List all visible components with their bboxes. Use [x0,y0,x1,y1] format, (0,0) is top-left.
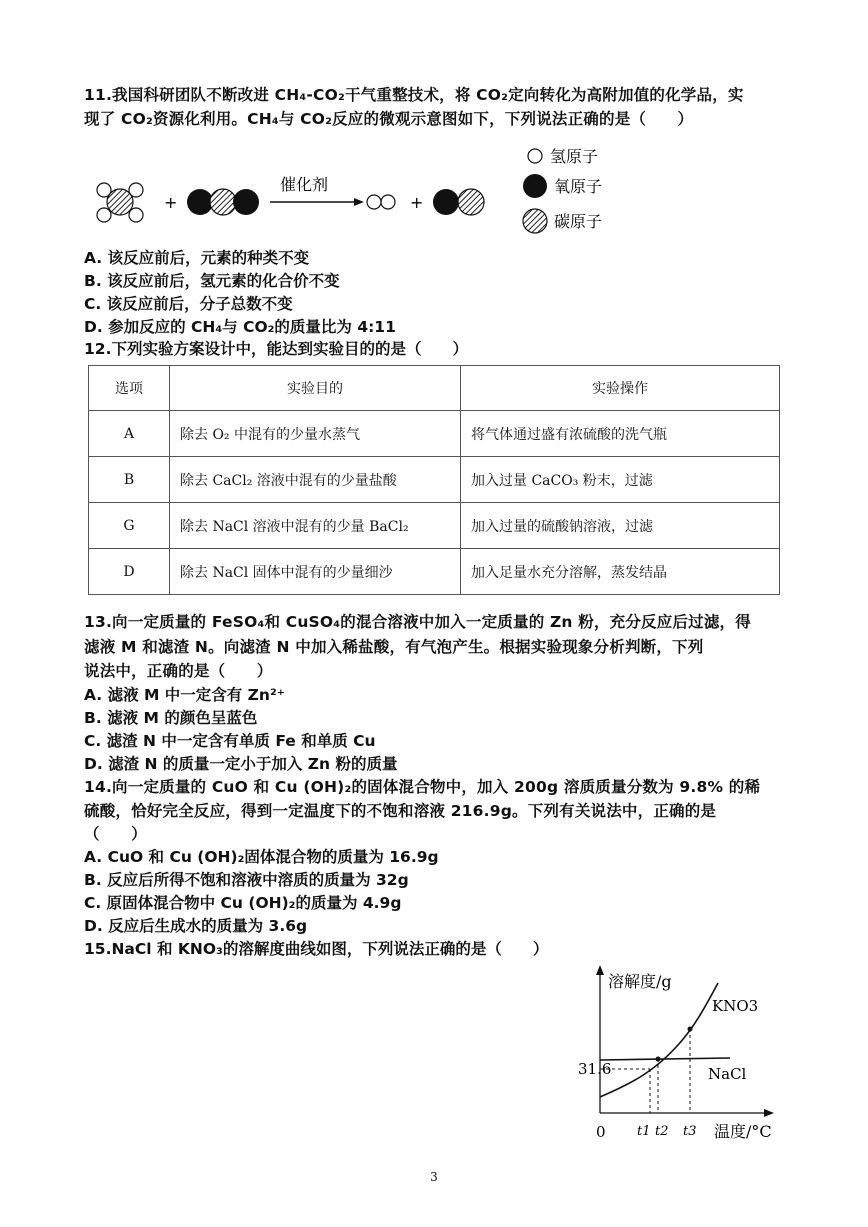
table-cell: 将气体通过盛有浓硫酸的洗气瓶 [461,411,780,457]
table-row [89,549,780,595]
table-cell: D [89,549,170,595]
plus-sign-2: + [410,193,424,212]
q12-stem: 12.下列实验方案设计中，能达到实验目的的是（ ） [84,340,468,358]
reaction-diagram [92,140,632,240]
legend [523,147,602,233]
q13-option-a: A. 滤液 M 中一定含有 Zn²⁺ [84,686,285,704]
origin-label: 0 [596,1123,606,1141]
experiment-table [88,365,780,595]
reaction-svg [92,140,632,240]
q14-option-a: A. CuO 和 Cu (OH)₂固体混合物的质量为 16.9g [84,848,439,866]
legend-carbon: 碳原子 [554,212,603,231]
q11-stem-line1: 11.我国科研团队不断改进 CH₄-CO₂干气重整技术，将 CO₂定向转化为高附加值的化学品，实 [84,86,744,104]
kno3-curve [600,983,718,1097]
kno3-label: KNO3 [712,997,759,1015]
table-cell: 加入足量水充分溶解，蒸发结晶 [461,549,780,595]
hydrogen-molecule [367,195,395,209]
table-header-purpose: 实验目的 [170,366,461,411]
page-number: 3 [430,1170,438,1184]
q13-stem-line3: 说法中，正确的是（ ） [84,662,273,680]
q14-option-c: C. 原固体混合物中 Cu (OH)₂的质量为 4.9g [84,894,402,912]
table-header-option: 选项 [89,366,170,411]
x-axis-label: 温度/°C [714,1122,772,1141]
legend-hydrogen: 氢原子 [550,147,599,166]
q14-option-d: D. 反应后生成水的质量为 3.6g [84,917,308,935]
table-cell: 除去 CaCl₂ 溶液中混有的少量盐酸 [170,457,461,503]
q13-option-d: D. 滤渣 N 的质量一定小于加入 Zn 粉的质量 [84,755,398,773]
table-cell: A [89,411,170,457]
q13-option-b: B. 滤液 M 的颜色呈蓝色 [84,709,258,727]
table-row [89,457,780,503]
x-tick-t2: t2 [655,1124,669,1139]
legend-oxygen: 氧原子 [554,177,603,196]
methane-molecule [97,183,143,222]
plus-sign-1: + [164,193,178,212]
table-row [89,411,780,457]
table-cell: 除去 O₂ 中混有的少量水蒸气 [170,411,461,457]
table-cell: B [89,457,170,503]
co2-molecule [187,189,259,215]
co-molecule [433,189,484,215]
y-axis-label: 溶解度/g [608,972,672,991]
x-tick-t3: t3 [683,1124,697,1139]
q15-stem: 15.NaCl 和 KNO₃的溶解度曲线如图，下列说法正确的是（ ） [84,940,549,958]
q14-stem-line1: 14.向一定质量的 CuO 和 Cu (OH)₂的固体混合物中，加入 200g 溶质质量分数为 9.8% 的稀 [84,778,761,796]
table-cell: 除去 NaCl 固体中混有的少量细沙 [170,549,461,595]
table-cell: 加入过量的硫酸钠溶液，过滤 [461,503,780,549]
table-cell: 除去 NaCl 溶液中混有的少量 BaCl₂ [170,503,461,549]
q14-option-b: B. 反应后所得不饱和溶液中溶质的质量为 32g [84,871,409,889]
nacl-label: NaCl [708,1065,747,1083]
table-header-operation: 实验操作 [461,366,780,411]
solubility-svg [578,965,788,1145]
x-tick-t1: t1 [637,1124,651,1139]
q11-option-c: C. 该反应前后，分子总数不变 [84,295,293,313]
table-cell: G [89,503,170,549]
q11-option-a: A. 该反应前后，元素的种类不变 [84,249,310,267]
table-header-row [89,366,780,411]
q14-stem-line3: （ ） [84,825,147,843]
table-cell: 加入过量 CaCO₃ 粉末，过滤 [461,457,780,503]
table-row [89,503,780,549]
y-tick-label: 31.6 [578,1060,612,1078]
solubility-graph [578,965,788,1145]
catalyst-label: 催化剂 [280,175,329,194]
q11-stem-line2: 现了 CO₂资源化利用。CH₄与 CO₂反应的微观示意图如下，下列说法正确的是（ ） [84,110,694,128]
q11-option-d: D. 参加反应的 CH₄与 CO₂的质量比为 4:11 [84,318,396,336]
q14-stem-line2: 硫酸，恰好完全反应，得到一定温度下的不饱和溶液 216.9g。下列有关说法中，正确的是 [84,802,717,820]
q13-option-c: C. 滤渣 N 中一定含有单质 Fe 和单质 Cu [84,732,376,750]
q11-option-b: B. 该反应前后，氢元素的化合价不变 [84,272,340,290]
q13-stem-line1: 13.向一定质量的 FeSO₄和 CuSO₄的混合溶液中加入一定质量的 Zn 粉，充分反应后过滤，得 [84,613,751,631]
q13-stem-line2: 滤液 M 和滤渣 N。向滤渣 N 中加入稀盐酸，有气泡产生。根据实验现象分析判断，下列 [84,638,704,656]
